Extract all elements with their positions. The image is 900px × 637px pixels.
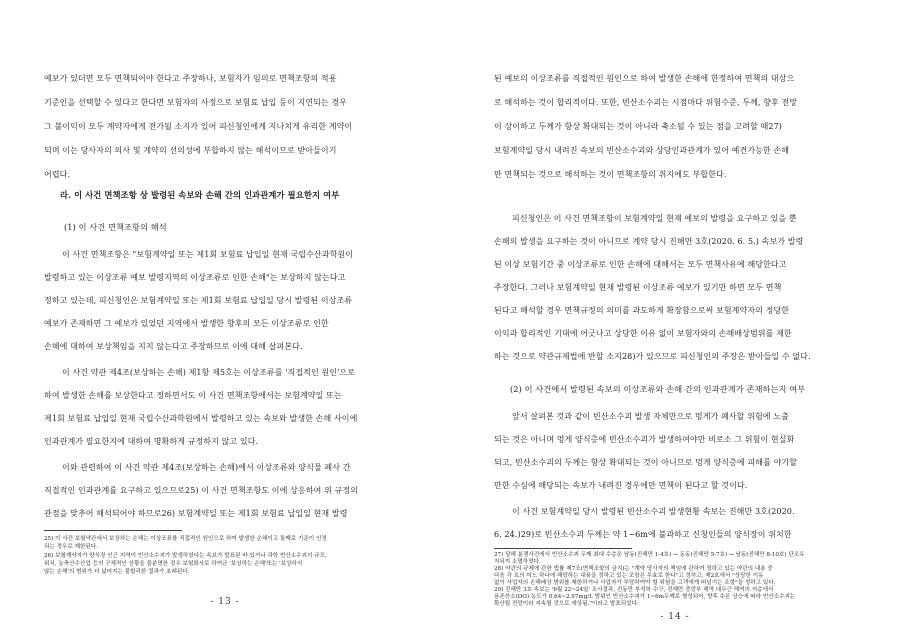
body-line: 이와 관련하여 이 사건 약관 제4조(보상하는 손해)에서 이상조류와 양식물 폐사 간 [62,463,351,472]
body-line: 예보가 있더면 모두 면책되어야 한다고 주장하나, 보험자가 임의로 면책조항의 적용 [44,74,337,83]
body-line: 만한 수심에 해당되는 속보가 내려진 경우에만 면책이 된다고 할 것이다. [494,481,748,490]
section-heading: 라. 이 사건 면책조항 상 발령된 속보와 손해 간의 인과관계가 필요한지 여부 [60,190,340,200]
body-line: 6. 24.)29)로 빈산소수괴 두께는 약 1~6m에 불과하고 신청인들의 양식장이 위치한 [494,530,792,539]
subsection-heading: (1) 이 사건 면책조항의 해석 [64,222,167,232]
footnote-divider [44,530,182,531]
footnote-line: 28) 약관의 규제에 관한 법률 제7조(면책조항의 금지)는 "계약 당사자의 책임에 관하여 정하고 있는 약관의 내용 중 [494,566,773,572]
body-line: 로 해석하는 것이 합리적이다. 또한, 빈산소수괴는 시점마다 위험수준, 두께, 향후 전망 [494,98,798,107]
footnote-line: 다음 각 호의 어느 하나에 해당하는 내용을 정하고 있는 조항은 무효로 한다"고 정하고, 제2호에서 "상당한 이유 [494,573,764,579]
body-line: 되는 것은 아니며 멍게 양식층에 빈산소수괴가 발생하여야만 비로소 그 위험이 현실화 [494,435,795,444]
body-line: 이 사건 보험계약일 당시 발령된 빈산소수괴 발생현황 속보는 진해만 3호(2020. [512,507,795,516]
footnote-line: 않는 손해'의 범위가 더 넓어지는 불합리한 결과가 초래된다. [44,569,190,575]
body-line: 이 사건 면책조항은 "보험계약일 또는 제1회 보험료 납입일 현재 국립수산과학원이 [62,250,354,259]
body-line: 보험계약일 당시 내려진 속보의 빈산소수괴와 상당인과관계가 있어 예견가능한 손해 [494,146,790,155]
footnote-line: 되는 경우로 제한된다. [44,544,98,550]
body-line: 앞서 살펴본 것과 같이 빈산소수괴 발생 자체만으로 멍게가 폐사할 위험에 노출 [512,412,789,421]
body-line: 주장한다. 그러나 보험계약일 현재 발령된 이상조류 예보가 있기만 하면 모두 면책 [494,283,782,292]
footnote-line: 26) 보험계약자가 양식장 인근 지역이 빈산소수괴가 발생하였다는 속보가 발표된 바 있거나 과학 빈산소수괴의 규모, [44,553,327,559]
body-line: 된 예보의 이상조류를 직접적인 원인으로 하여 발생한 손해에 한정하여 면책의 대상으 [494,74,795,83]
body-line: 어렵다. [44,170,71,179]
footnote-line: 확산될 전망이라 지속될 것으로 예상됨."이라고 발표되었다. [494,601,639,607]
body-line: 된다고 해석할 경우 면책규정의 의미를 과도하게 확장함으로써 보험계약자의 정당한 [494,306,790,315]
body-line: 피신청인은 이 사건 면책조항이 보험계약일 현재 예보의 발령을 요구하고 있을 뿐 [512,214,797,223]
body-line: 손해에 대하여 보상책임을 지지 않는다고 주장하므로 이에 대해 살펴본다. [44,342,303,351]
body-line: 그 불이익이 모두 계약자에게 전가될 소지가 있어 피신청인에게 지나치게 유리한 계약이 [44,122,353,131]
footnote-line: 25) 이 사건 보험약관에서 보상하는 손해는 이상조류를 직접적인 원인으로 하여 발생한 손해이고 둘째로 기준이 인정 [44,536,327,542]
body-line: 만 면책되는 것으로 해석하는 것이 면책조항의 취지에도 부합한다. [494,170,727,179]
right-page [450,0,900,637]
subsection-heading: (2) 이 사건에서 발령된 속보의 이상조류와 손해 간의 인과관계가 존재하는지 여부 [510,384,806,394]
body-line: 된 이상 보험기간 중 이상조류로 인한 손해에 대해서는 모두 면책사유에 해당한다고 [494,260,787,269]
footnote-line: 지되지 소멸하였다. [494,559,541,565]
body-line: 인과관계가 필요한지에 대하여 명확하게 규정하지 않고 있다. [44,437,259,446]
body-line: 제1회 보험료 납입일 현재 국립수산과학원에서 발령하고 있는 속보와 발생한 손해 사이에 [44,414,358,423]
footnote-divider [494,548,632,549]
footnote-line: 위치, 농축산수산업 등의 구체적인 상황을 불분명한 경우 보험회사로 하여금 '보상하는 손해'또는 '보상하지 [44,561,303,567]
body-line: 하여 발생한 손해를 보상한다고 정하면서도 이 사건 면책조항에서는 보험계약일 또는 [44,391,342,400]
body-line: 발령하고 있는 이상조류 예보 발령지역의 이상조류로 인한 손해"는 보상하지 않는다고 [44,273,346,282]
body-line: 기준인을 선택할 수 있다고 한다면 보험자의 사정으로 보험료 납입 등이 지연되는 경우 [44,98,348,107]
body-line: 정하고 있는데, 피신청인은 보험계약일 또는 제1회 보험료 납입일 당시 발령된 이상조류 [44,296,353,305]
body-line: 예보가 존재하면 그 예보가 있었던 지역에서 발생한 향후의 모든 이상조류로 인한 [44,319,329,328]
footnote-line: 29) 진해만 3호 속보는 '6월 22~24일' 조사결과, 진동만 부석하 수구, 진해만 중앙부 해역 대두근 해역의 저층에서 [494,587,774,593]
body-line: 이 사건 약관 제4조(보상하는 손해) 제1항 제5호는 이상조류를 '직접적인 원인'으로 [62,368,356,377]
page-number: - 14 - [660,612,690,622]
body-line: 하는 것으로 약관규제법에 반할 소지28)가 있으므로 피신청인의 주장은 받아들일 수 없다. [494,352,811,361]
footnote-line: 용존산소(DO) 농도가 0.64~2.97mg/L 범위인 빈산소수괴가 1~6m두께로 형성되어, 향후 수온 상승에 따라 빈산소수괴는 [494,594,796,600]
body-line: 이 상이하고 두께가 항상 확대되는 것이 아니라 축소될 수 있는 점을 고려할 때27) [494,122,782,131]
footnote-line: 없이 사업자의 손해배상 범위를 제한하거나 사업자가 부담하여야 할 위험을 고객에게 떠넘기는 조항"을 정하고 있다. [494,580,776,586]
body-line: 되며 이는 당사자의 의사 및 계약의 선의성에 부합하지 않는 해석이므로 받아들이기 [44,146,337,155]
body-line: 직접적인 인과관계를 요구하고 있으므로25) 이 사건 면책조항도 이에 상응하여 위 규정의 [44,486,359,495]
body-line: 이익과 합리적인 기대에 어긋나고 상당한 이유 없이 보험자와의 손해배상범위를 제한 [494,329,792,338]
footnote-line: 27) 당해 분쟁사건에서 빈산소수괴 두께 최대 수층은 남동(진해만 1-4호) → 동동(진해만 5-7호) → 남동(진해만 8-10호) 단조유 [494,552,805,558]
body-line: 관점을 맞추어 해석되어야 하므로26) 보험계약일 또는 제1회 보험료 납입일 현재 발령 [44,509,348,518]
page-number: - 13 - [210,597,240,607]
body-line: 손해의 발생을 요구하는 것이 아니므로 계약 당시 진해만 3호(2020. 6. 5.) 속보가 발령 [494,237,804,246]
body-line: 되고, 빈산소수괴의 두께는 항상 확대되는 것이 아니므로 멍게 양식층에 피해를 야기할 [494,458,798,467]
